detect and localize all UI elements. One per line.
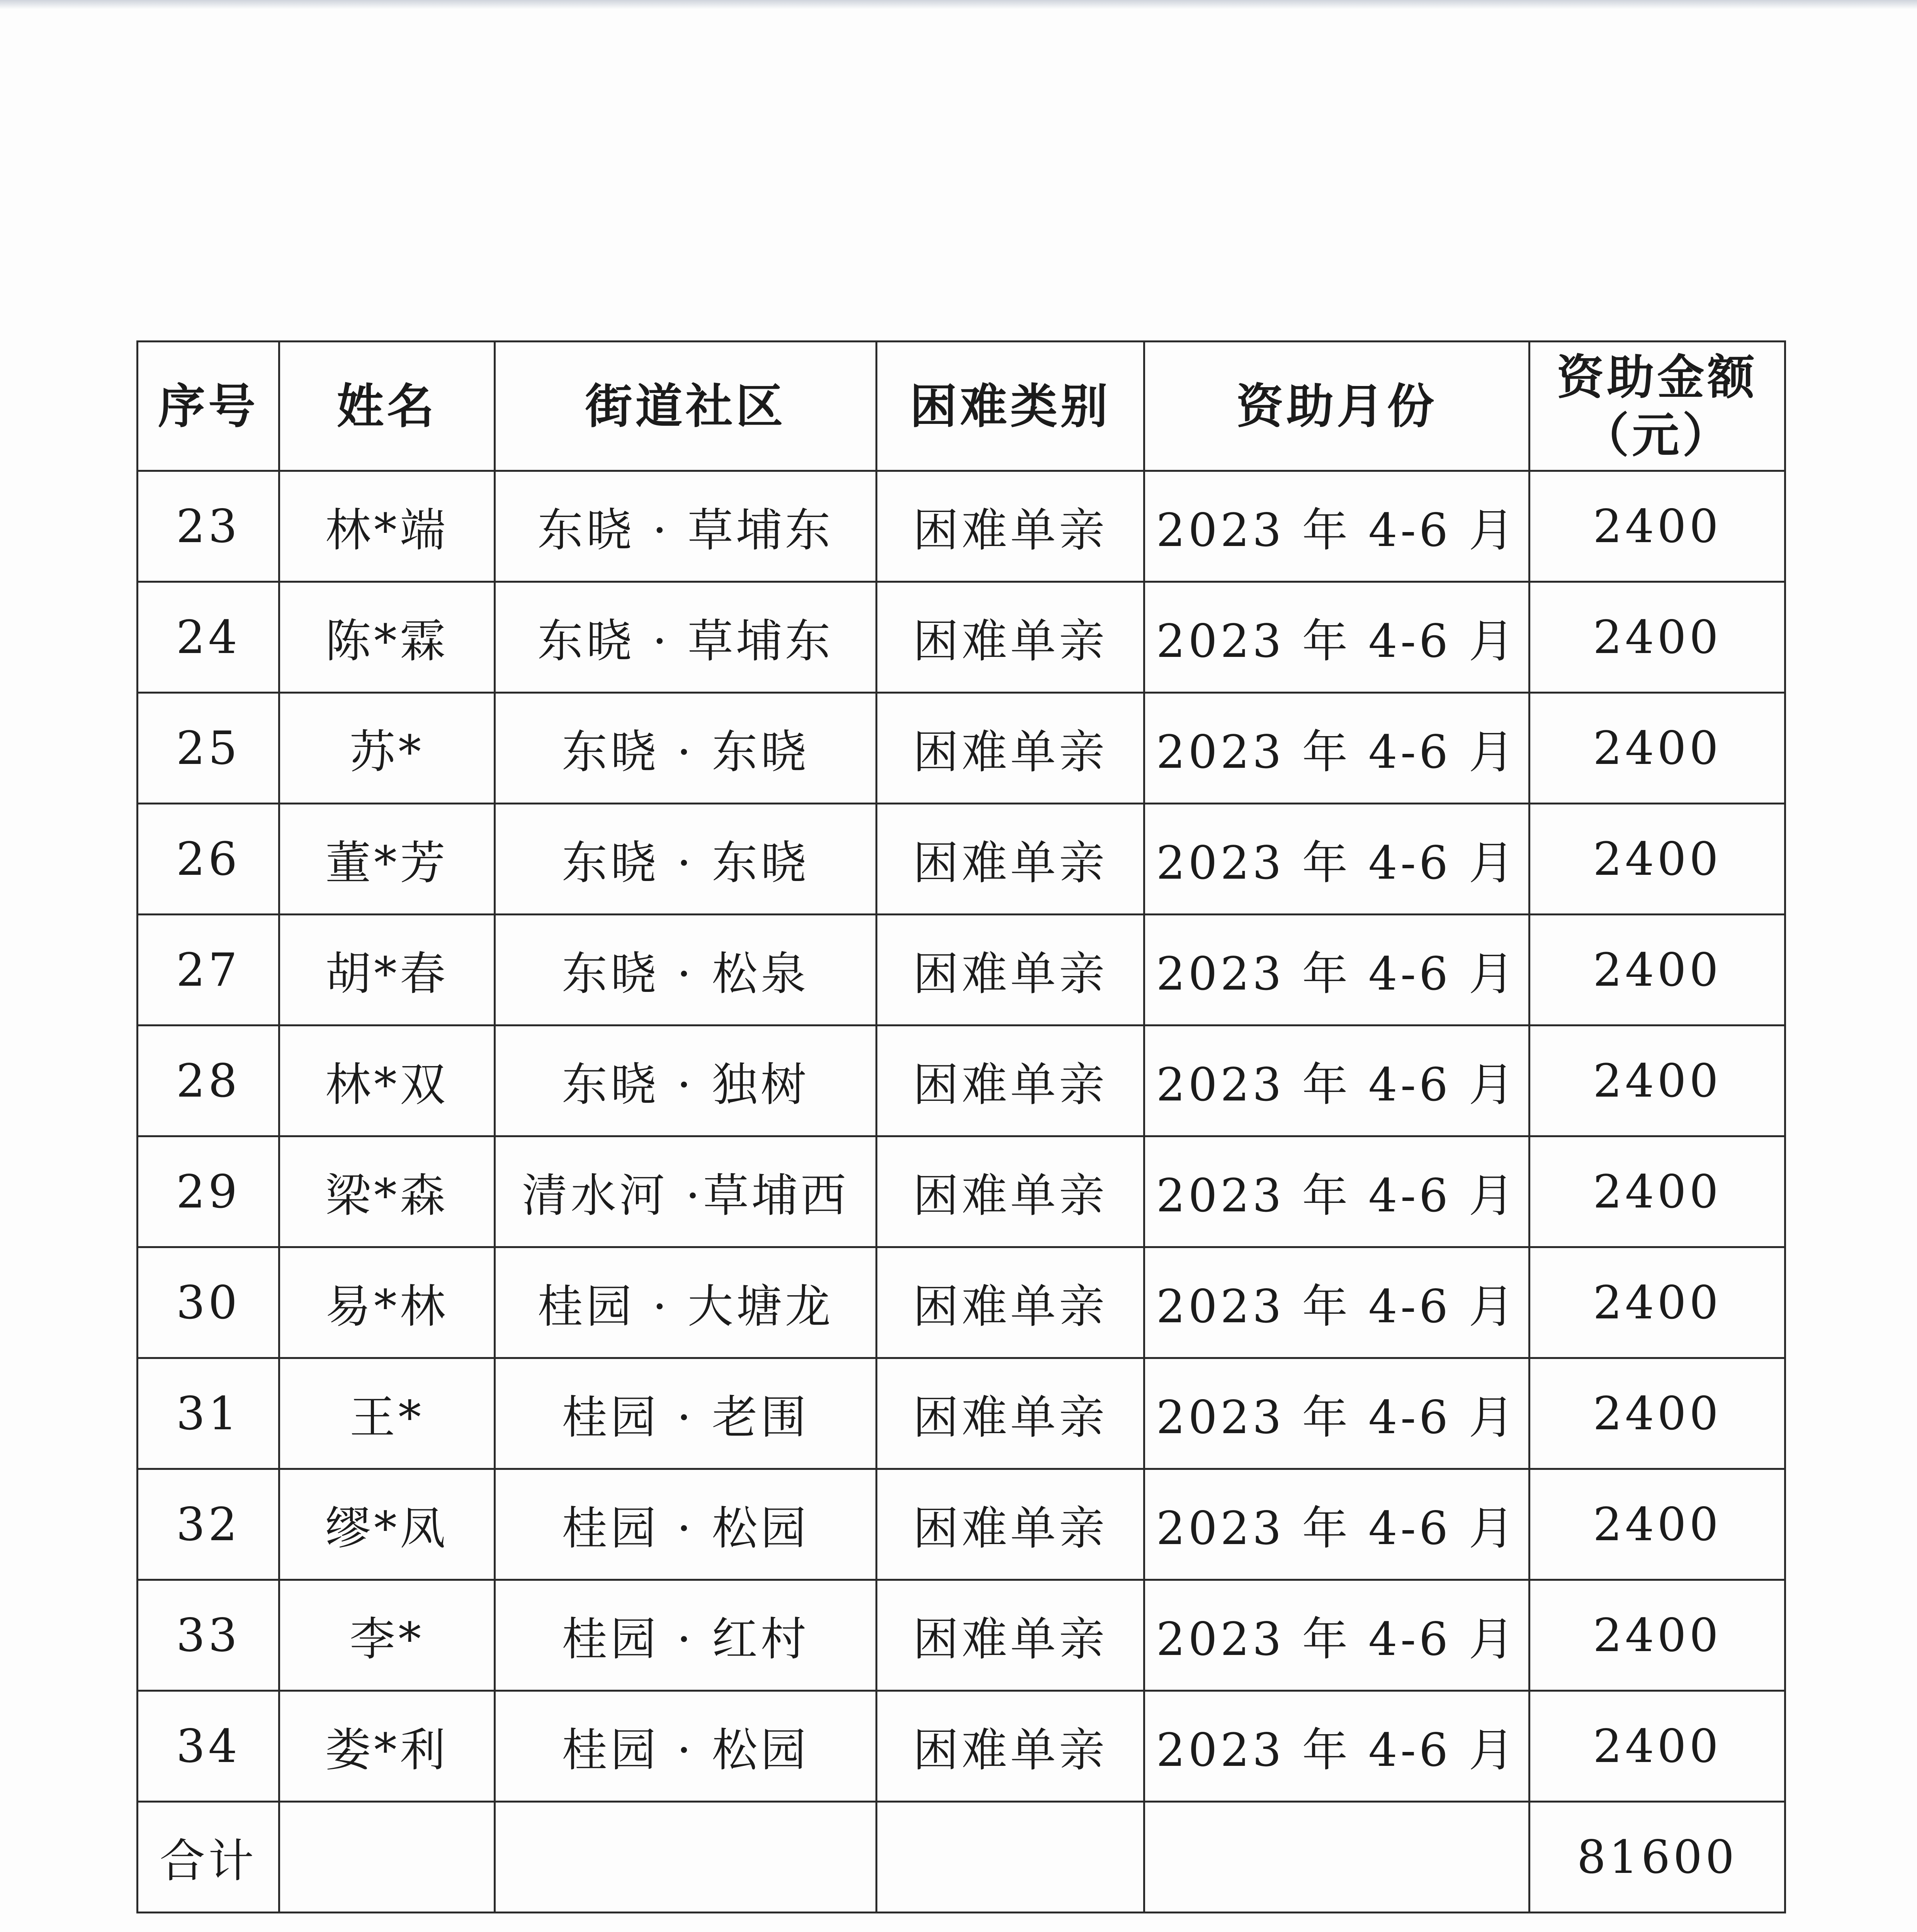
cell-street-community: 桂园 · 红村 bbox=[495, 1580, 877, 1691]
cell-hardship-category: 困难单亲 bbox=[877, 1136, 1144, 1247]
header-aid-amount-unit: （元） bbox=[1582, 407, 1733, 463]
cell-name: 易*林 bbox=[279, 1247, 495, 1358]
table-row bbox=[138, 1358, 1785, 1469]
empty-cell bbox=[1144, 1802, 1530, 1913]
cell-aid-amount: 2400 bbox=[1530, 1026, 1785, 1136]
table-row bbox=[138, 693, 1785, 804]
cell-aid-amount: 2400 bbox=[1530, 471, 1785, 582]
cell-serial-number: 24 bbox=[138, 582, 279, 693]
cell-aid-amount: 2400 bbox=[1530, 915, 1785, 1026]
cell-aid-amount: 2400 bbox=[1530, 1691, 1785, 1802]
header-aid-amount bbox=[1530, 342, 1785, 471]
cell-hardship-category: 困难单亲 bbox=[877, 804, 1144, 915]
cell-hardship-category: 困难单亲 bbox=[877, 915, 1144, 1026]
table-row bbox=[138, 1580, 1785, 1691]
cell-name: 林*双 bbox=[279, 1026, 495, 1136]
cell-name: 李* bbox=[279, 1580, 495, 1691]
empty-cell bbox=[279, 1802, 495, 1913]
cell-serial-number: 30 bbox=[138, 1247, 279, 1358]
cell-street-community: 桂园 · 松园 bbox=[495, 1469, 877, 1580]
cell-aid-month: 2023 年 4-6 月 bbox=[1144, 1469, 1530, 1580]
cell-name: 王* bbox=[279, 1358, 495, 1469]
cell-aid-month: 2023 年 4-6 月 bbox=[1144, 471, 1530, 582]
cell-hardship-category: 困难单亲 bbox=[877, 1691, 1144, 1802]
cell-aid-month: 2023 年 4-6 月 bbox=[1144, 1691, 1530, 1802]
table-row bbox=[138, 1026, 1785, 1136]
cell-aid-month: 2023 年 4-6 月 bbox=[1144, 1136, 1530, 1247]
cell-name: 董*芳 bbox=[279, 804, 495, 915]
table-row bbox=[138, 1691, 1785, 1802]
table-row bbox=[138, 582, 1785, 693]
cell-name: 苏* bbox=[279, 693, 495, 804]
cell-aid-amount: 2400 bbox=[1530, 1136, 1785, 1247]
cell-street-community: 桂园 · 松园 bbox=[495, 1691, 877, 1802]
empty-cell bbox=[877, 1802, 1144, 1913]
cell-serial-number: 32 bbox=[138, 1469, 279, 1580]
cell-hardship-category: 困难单亲 bbox=[877, 1469, 1144, 1580]
header-name: 姓名 bbox=[279, 342, 495, 471]
cell-aid-month: 2023 年 4-6 月 bbox=[1144, 1358, 1530, 1469]
cell-aid-amount: 2400 bbox=[1530, 1469, 1785, 1580]
cell-aid-amount: 2400 bbox=[1530, 1247, 1785, 1358]
cell-aid-amount: 2400 bbox=[1530, 1358, 1785, 1469]
cell-aid-month: 2023 年 4-6 月 bbox=[1144, 1026, 1530, 1136]
cell-name: 陈*霖 bbox=[279, 582, 495, 693]
cell-serial-number: 29 bbox=[138, 1136, 279, 1247]
total-label: 合计 bbox=[138, 1802, 279, 1913]
cell-street-community: 东晓 · 草埔东 bbox=[495, 471, 877, 582]
table-row bbox=[138, 915, 1785, 1026]
cell-street-community: 东晓 · 东晓 bbox=[495, 804, 877, 915]
cell-street-community: 东晓 · 东晓 bbox=[495, 693, 877, 804]
cell-hardship-category: 困难单亲 bbox=[877, 1247, 1144, 1358]
cell-aid-amount: 2400 bbox=[1530, 1580, 1785, 1691]
cell-street-community: 东晓 · 草埔东 bbox=[495, 582, 877, 693]
cell-street-community: 桂园 · 大塘龙 bbox=[495, 1247, 877, 1358]
cell-aid-month: 2023 年 4-6 月 bbox=[1144, 693, 1530, 804]
cell-aid-month: 2023 年 4-6 月 bbox=[1144, 1580, 1530, 1691]
cell-serial-number: 26 bbox=[138, 804, 279, 915]
cell-aid-month: 2023 年 4-6 月 bbox=[1144, 1247, 1530, 1358]
cell-aid-amount: 2400 bbox=[1530, 804, 1785, 915]
scan-top-edge bbox=[0, 0, 1917, 9]
cell-serial-number: 33 bbox=[138, 1580, 279, 1691]
header-hardship-category: 困难类别 bbox=[877, 342, 1144, 471]
cell-hardship-category: 困难单亲 bbox=[877, 1026, 1144, 1136]
cell-hardship-category: 困难单亲 bbox=[877, 1358, 1144, 1469]
total-amount: 81600 bbox=[1530, 1802, 1785, 1913]
cell-serial-number: 28 bbox=[138, 1026, 279, 1136]
cell-street-community: 清水河 ·草埔西 bbox=[495, 1136, 877, 1247]
cell-hardship-category: 困难单亲 bbox=[877, 471, 1144, 582]
cell-serial-number: 23 bbox=[138, 471, 279, 582]
table-header-row bbox=[138, 342, 1785, 471]
table-row bbox=[138, 471, 1785, 582]
header-aid-month: 资助月份 bbox=[1144, 342, 1530, 471]
cell-name: 胡*春 bbox=[279, 915, 495, 1026]
cell-aid-amount: 2400 bbox=[1530, 582, 1785, 693]
cell-aid-amount: 2400 bbox=[1530, 693, 1785, 804]
cell-aid-month: 2023 年 4-6 月 bbox=[1144, 804, 1530, 915]
cell-street-community: 东晓 · 独树 bbox=[495, 1026, 877, 1136]
cell-hardship-category: 困难单亲 bbox=[877, 582, 1144, 693]
total-row bbox=[138, 1802, 1785, 1913]
header-aid-amount-line1: 资助金额 bbox=[1557, 349, 1758, 405]
header-serial-number: 序号 bbox=[138, 342, 279, 471]
cell-name: 娄*利 bbox=[279, 1691, 495, 1802]
empty-cell bbox=[495, 1802, 877, 1913]
table-row bbox=[138, 1247, 1785, 1358]
cell-serial-number: 34 bbox=[138, 1691, 279, 1802]
cell-name: 缪*凤 bbox=[279, 1469, 495, 1580]
header-street-community: 街道社区 bbox=[495, 342, 877, 471]
cell-street-community: 东晓 · 松泉 bbox=[495, 915, 877, 1026]
cell-aid-month: 2023 年 4-6 月 bbox=[1144, 915, 1530, 1026]
cell-serial-number: 27 bbox=[138, 915, 279, 1026]
cell-serial-number: 31 bbox=[138, 1358, 279, 1469]
table-row bbox=[138, 1469, 1785, 1580]
aid-recipients-table bbox=[136, 340, 1786, 1913]
cell-name: 林*端 bbox=[279, 471, 495, 582]
cell-aid-month: 2023 年 4-6 月 bbox=[1144, 582, 1530, 693]
table-row bbox=[138, 804, 1785, 915]
cell-street-community: 桂园 · 老围 bbox=[495, 1358, 877, 1469]
table-row bbox=[138, 1136, 1785, 1247]
cell-name: 梁*森 bbox=[279, 1136, 495, 1247]
cell-hardship-category: 困难单亲 bbox=[877, 693, 1144, 804]
cell-serial-number: 25 bbox=[138, 693, 279, 804]
cell-hardship-category: 困难单亲 bbox=[877, 1580, 1144, 1691]
